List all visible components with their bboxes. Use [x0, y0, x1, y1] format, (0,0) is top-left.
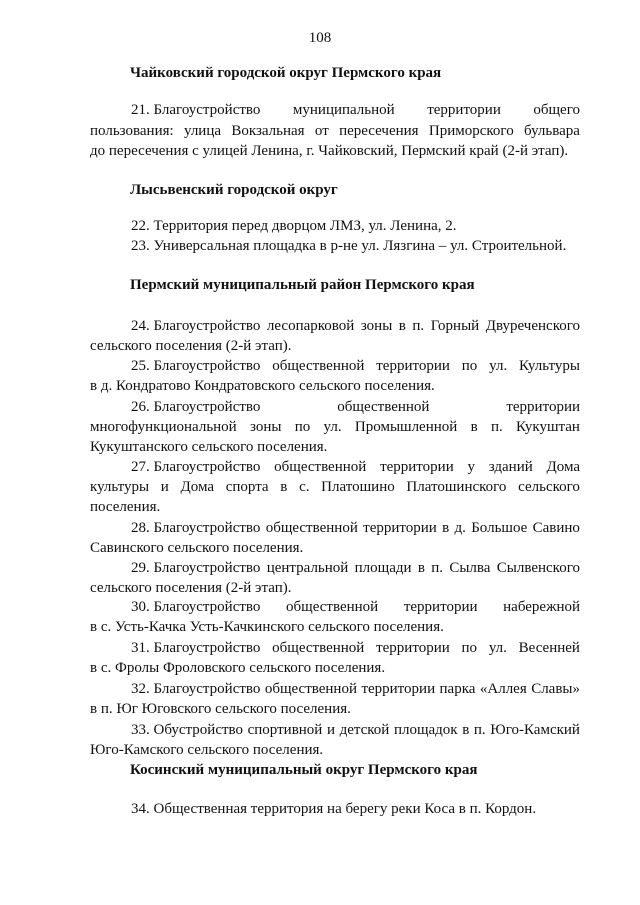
word: общественной [272, 358, 365, 374]
word: ул. [489, 358, 508, 374]
word: п. [473, 722, 486, 738]
word: парка [439, 681, 476, 697]
word: Кукуштан [516, 419, 580, 435]
word: территории [376, 640, 450, 656]
word: по [294, 419, 311, 435]
word: по [461, 358, 478, 374]
word: общественной [265, 520, 358, 536]
word: 30. Благоустройство [131, 599, 261, 615]
word: Сылва [449, 560, 491, 576]
item-text-line: 23. Универсальная площадка в р-не ул. Лязгина – ул. Строительной. [131, 238, 567, 254]
word: 25. Благоустройство [131, 358, 261, 374]
word: центральной [266, 560, 349, 576]
word: Приморского [428, 123, 514, 139]
word: Дома [180, 479, 215, 495]
page-number: 108 [308, 30, 332, 46]
word: и [160, 479, 169, 495]
item-text-line: сельского поселения (2-й этап). [90, 338, 292, 354]
word: д. [454, 520, 466, 536]
item-text-line [131, 599, 580, 616]
word: бульвара [524, 123, 580, 139]
word: 28. Благоустройство [131, 520, 261, 536]
word: в [417, 560, 425, 576]
word: Культуры [519, 358, 580, 374]
word: общественной [337, 399, 430, 415]
word: общественной [272, 640, 365, 656]
word: Дома [546, 459, 580, 475]
word: 31. Благоустройство [131, 640, 261, 656]
word: 24. Благоустройство [131, 318, 261, 334]
item-text-line [131, 459, 580, 476]
word: п. [431, 560, 444, 576]
word: 29. Благоустройство [131, 560, 261, 576]
word: территории [363, 520, 437, 536]
section-heading: Пермский муниципальный район Пермского края [130, 277, 475, 293]
word: Юго-Камский [490, 722, 580, 738]
item-text-line: Савинского сельского поселения. [90, 540, 304, 556]
section-heading: Лысьвенский городской округ [130, 182, 338, 198]
word: 33. Обустройство [131, 722, 244, 738]
item-text-line [90, 123, 580, 140]
word: и [326, 722, 335, 738]
word: 32. Благоустройство [131, 681, 261, 697]
word: в [442, 520, 450, 536]
word: территории [403, 599, 478, 615]
word: Горный [430, 318, 480, 334]
word: культуры [90, 479, 150, 495]
word: по [461, 640, 478, 656]
word: общего [533, 102, 580, 118]
word: общественной [274, 459, 367, 475]
item-text-line [131, 358, 580, 375]
word: лесопарковой [266, 318, 355, 334]
word: в [462, 722, 470, 738]
word: территории [427, 102, 501, 118]
item-text-line [90, 419, 580, 436]
word: Двуреченского [485, 318, 580, 334]
word: зоны [250, 419, 282, 435]
item-text-line: 22. Территория перед дворцом ЛМЗ, ул. Ленина, 2. [131, 218, 457, 234]
word: Весенней [518, 640, 580, 656]
word: зоны [360, 318, 393, 334]
word: территории [506, 399, 580, 415]
item-text-line [131, 640, 580, 657]
word: Платошино [321, 479, 395, 495]
word: Платошинского [406, 479, 507, 495]
word: Вокзальная [231, 123, 305, 139]
section-heading: Косинский муниципальный округ Пермского края [130, 762, 478, 778]
word: пользования: [90, 123, 174, 139]
word: спортивной [247, 722, 323, 738]
word: территории [376, 358, 450, 374]
word: 26. Благоустройство [131, 399, 261, 415]
item-text-line: поселения. [90, 499, 161, 515]
word: общественной [286, 599, 379, 615]
word: общественной [264, 681, 357, 697]
word: в [398, 318, 406, 334]
word: пересечения [339, 123, 419, 139]
word: сельского [518, 479, 580, 495]
word: ул. [488, 640, 507, 656]
item-text-line: Юго-Камского сельского поселения. [90, 742, 324, 758]
word: детской [339, 722, 390, 738]
word: «Аллея [479, 681, 527, 697]
item-text-line [131, 520, 580, 537]
word: п. [490, 419, 503, 435]
word: 27. Благоустройство [131, 459, 261, 475]
word: многофункциональной [90, 419, 237, 435]
word: Сылвенского [496, 560, 580, 576]
item-text-line: в с. Усть-Качка Усть-Качкинского сельского поселения. [90, 619, 444, 635]
word: Савино [532, 520, 580, 536]
item-text-line: до пересечения с улицей Ленина, г. Чайковский, Пермский край (2-й этап). [90, 143, 569, 159]
word: площадок [393, 722, 458, 738]
word: в [470, 419, 478, 435]
word: ул. [323, 419, 342, 435]
word: Славы» [531, 681, 580, 697]
item-text-line [131, 399, 580, 416]
item-text-line: в с. Фролы Фроловского сельского поселения. [90, 660, 386, 676]
word: Промышленной [354, 419, 458, 435]
word: п. [412, 318, 425, 334]
word: Большое [471, 520, 528, 536]
item-text-line: в п. Юг Юговского сельского поселения. [90, 701, 351, 717]
word: площади [354, 560, 412, 576]
item-text-line [131, 681, 580, 698]
item-text-line: Кукуштанского сельского поселения. [90, 439, 328, 455]
word: территории [361, 681, 436, 697]
word: улица [183, 123, 222, 139]
item-text-line [131, 318, 580, 335]
word: территории [380, 459, 454, 475]
item-text-line [131, 102, 580, 119]
word: набережной [503, 599, 580, 615]
item-text-line [131, 560, 580, 577]
word: спорта [225, 479, 269, 495]
word: зданий [488, 459, 533, 475]
word: 21. Благоустройство [131, 102, 261, 118]
word: с. [299, 479, 310, 495]
item-text-line: 34. Общественная территория на берегу реки Коса в п. Кордон. [131, 801, 537, 817]
item-text-line: сельского поселения (2-й этап). [90, 580, 292, 596]
word: от [314, 123, 329, 139]
item-text-line: в д. Кондратово Кондратовского сельского поселения. [90, 378, 435, 394]
item-text-line [131, 722, 580, 739]
word: у [467, 459, 475, 475]
word: муниципальной [292, 102, 395, 118]
word: в [280, 479, 288, 495]
item-text-line [90, 479, 580, 496]
section-heading: Чайковский городской округ Пермского края [130, 65, 442, 81]
